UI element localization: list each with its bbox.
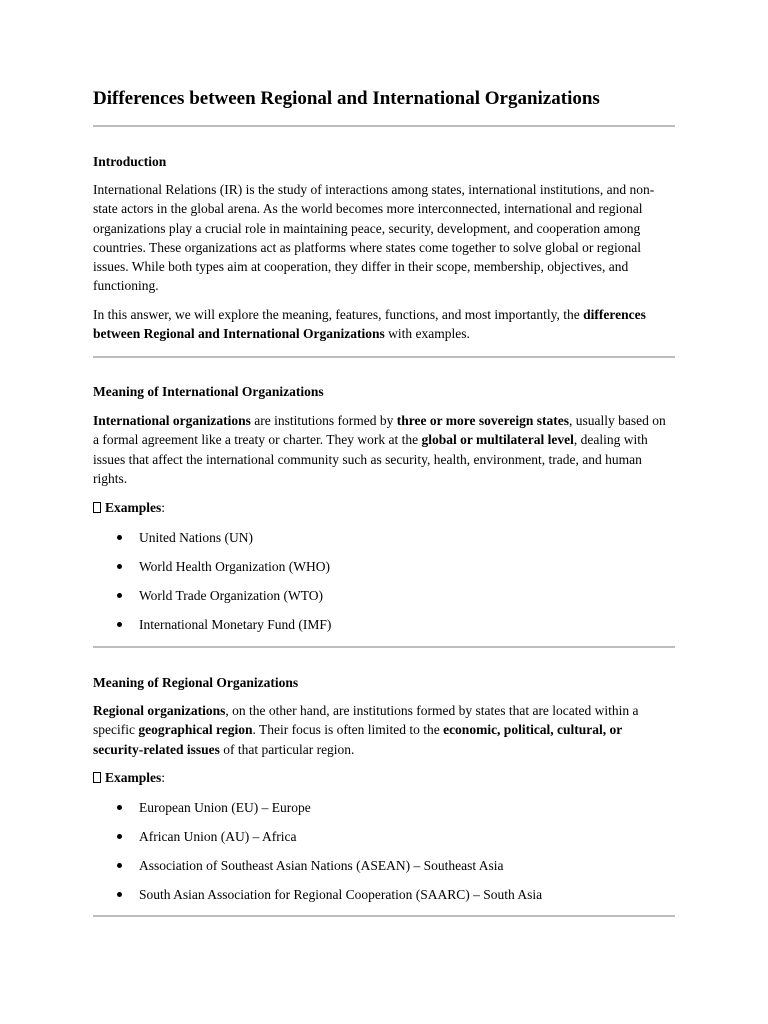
bold-text: global or multilateral level: [421, 432, 574, 448]
bullet-icon: [117, 593, 122, 598]
divider: [93, 356, 675, 358]
divider: [93, 125, 675, 127]
list-item-text: South Asian Association for Regional Cooperation (SAARC) – South Asia: [139, 887, 543, 902]
divider: [93, 646, 675, 648]
international-examples-label: [93, 498, 165, 517]
colon: :: [161, 500, 166, 515]
bold-text: International organizations: [93, 413, 251, 428]
text: , dealing with issues that affect the international community such as security, health, environment, trade, and human rights.: [93, 432, 648, 486]
intro-bold-text: differences between Regional and International Organizations: [93, 307, 646, 342]
text: are institutions formed by: [250, 413, 397, 428]
bold-text: three or more sovereign states: [396, 413, 569, 428]
bullet-icon: [117, 863, 122, 868]
list-item-text: World Trade Organization (WTO): [139, 588, 324, 603]
bullet-icon: [117, 892, 122, 897]
text: , usually based on a formal agreement like a treaty or charter. They work at the: [93, 413, 666, 448]
regional-heading: Meaning of Regional Organizations: [93, 675, 299, 690]
examples-label-text: Examples: [105, 770, 162, 785]
bullet-icon: [117, 535, 122, 540]
document-title: Differences between Regional and International Organizations: [93, 88, 600, 109]
bullet-icon: [117, 834, 122, 839]
regional-examples-label: [93, 768, 165, 787]
bold-text: economic, political, cultural, or security-related issues: [93, 722, 623, 757]
list-item-text: European Union (EU) – Europe: [139, 800, 311, 815]
list-item-text: Association of Southeast Asian Nations (ASEAN) – Southeast Asia: [139, 858, 504, 873]
intro-text: In this answer, we will explore the meaning, features, functions, and most importantly, the: [93, 307, 584, 322]
bullet-icon: [117, 805, 122, 810]
checkbox-icon: [93, 502, 101, 513]
intro-paragraph: International Relations (IR) is the study of interactions among states, international institutions, and non-state actors in the global arena. As the world becomes more interconnected, international and regional organizations play a crucial role in maintaining peace, security, development, and cooperation among countries. These organizations act as platforms where states come together to solve global or regional issues. While both types aim at cooperation, they differ in their scope, membership, objectives, and functioning.: [93, 182, 655, 294]
bold-text: geographical region: [138, 722, 253, 738]
bold-text: Regional organizations: [93, 703, 226, 718]
divider: [93, 915, 675, 917]
international-paragraph: [93, 411, 675, 488]
intro-paragraph-2: [93, 305, 675, 344]
text: , on the other hand, are institutions formed by states that are located within a specific: [93, 703, 639, 738]
list-item-text: African Union (AU) – Africa: [139, 829, 297, 844]
text: . Their focus is often limited to the: [252, 722, 444, 738]
list-item-text: United Nations (UN): [139, 530, 253, 545]
list-item-text: World Health Organization (WHO): [139, 559, 330, 574]
intro-text-end: with examples.: [384, 326, 470, 342]
colon: :: [161, 770, 166, 785]
text: of that particular region.: [219, 741, 355, 757]
bullet-icon: [117, 622, 122, 627]
examples-label-text: Examples: [105, 500, 162, 515]
regional-paragraph: [93, 701, 675, 759]
checkbox-icon: [93, 772, 101, 783]
list-item-text: International Monetary Fund (IMF): [139, 617, 332, 632]
bullet-icon: [117, 564, 122, 569]
international-heading: Meaning of International Organizations: [93, 384, 324, 399]
intro-heading: Introduction: [93, 154, 167, 169]
